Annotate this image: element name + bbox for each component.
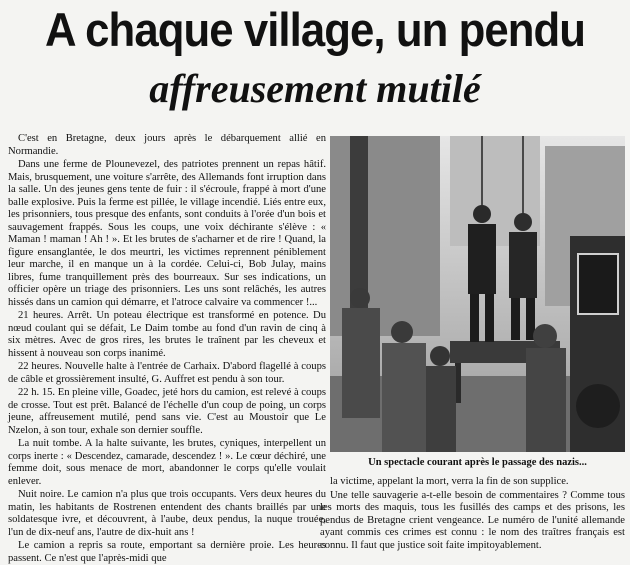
paragraph: Dans une ferme de Plounevezel, des patriotes prennent un repas hâtif. Mais, brusquement, une voiture s'arrête, des Allemands font irruption dans la salle. Un des jeunes gens tente de fuir : il s'écroule, frappé à mort d'une balle explosive. Puis la ferme est pillée, le village incendié. Liés entre eux, les prisonniers, tous presque des enfants, sont conduits à l'orée d'un bois et sauvagement frappés. Sous les coups, une voix déchirante s'élève : « Maman ! maman ! Ah ! ». Et les brutes de s'acharner et de rire ! Quand, la figure ensanglantée, le dos meurtri, les victimes reprennent péniblement leur marche, il en manque un à la cordée. Celui-ci, Bob Julay, mains libres, fume tranquillement près des bourreaux. Sur ses indications, un officier opère un triage des prisonniers. Les uns sont relâchés, les autres hissés dans un camion qui démarre, et l'atroce calvaire va commencer !... [8,159,326,308]
subheadline: affreusement mutilé [149,66,481,111]
paragraph: Nuit noire. Le camion n'a plus que trois occupants. Vers deux heures du matin, les habitants de Rostrenen entendent des chants braillés par une soldatesque ivre, et découvrent, à l'aube, deux pendus, la nuque trouée, l'un de dix-neuf ans, l'autre de dix-huit ans ! [8,489,326,538]
photo-illustration [330,136,625,452]
news-photo [330,136,625,452]
paragraph: 22 h. 15. En pleine ville, Goadec, jeté hors du camion, est relevé à coups de crosse. Tout est prêt. Balancé de l'échelle d'un coup de poing, un corps jeune, affreusement mutilé, pend sans vie. C'est au Moustoir que Le Nzelon, à son tour, exhale son dernier souffle. [8,387,327,436]
paragraph: Le camion a repris sa route, emportant sa dernière proie. Les heures passent. Ce n'est que l'après-midi que [8,540,326,564]
paragraph: 22 heures. Nouvelle halte à l'entrée de Carhaix. D'abord flagellé à coups de câble et grossièrement insulté, G. Auffret est pendu à son tour. [8,361,326,385]
photo-caption: Un spectacle courant après le passage des nazis... [368,457,587,468]
article-left-column [8,133,327,564]
paragraph: la victime, appelant la mort, verra la fin de son supplice. [330,476,569,487]
paragraph: La nuit tombe. A la halte suivante, les brutes, cyniques, interpellent un corps inerte : « Descendez, camarade, descendez ! ». Le cœur déchiré, une femme doit, sous menace de mort, abandonner le corps qu'elle voulait enlever. [8,438,326,487]
paragraph: Une telle sauvagerie a-t-elle besoin de commentaires ? Comme tous les morts des maquis, tous les fusillés des camps et des prisons, les pendus de Bretagne crient vengeance. Le numéro de l'unité allemande ayant commis ces crimes est connu : le nom des traîtres français est connu. Il faut que justice soit faite impitoyablement. [320,489,625,551]
article-right-column [320,476,625,557]
paragraph: C'est en Bretagne, deux jours après le débarquement allié en Normandie. [8,133,326,157]
headline: A chaque village, un pendu [44,3,586,56]
paragraph: 21 heures. Arrêt. Un poteau électrique est transformé en potence. Du nœud coulant qui se défait, Le Daim tombe au fond d'un ravin de cinq à six mètres. Avec de gros rires, les brutes le traînent par les cheveux et hissent à nouveau son corps inanimé. [8,310,326,359]
